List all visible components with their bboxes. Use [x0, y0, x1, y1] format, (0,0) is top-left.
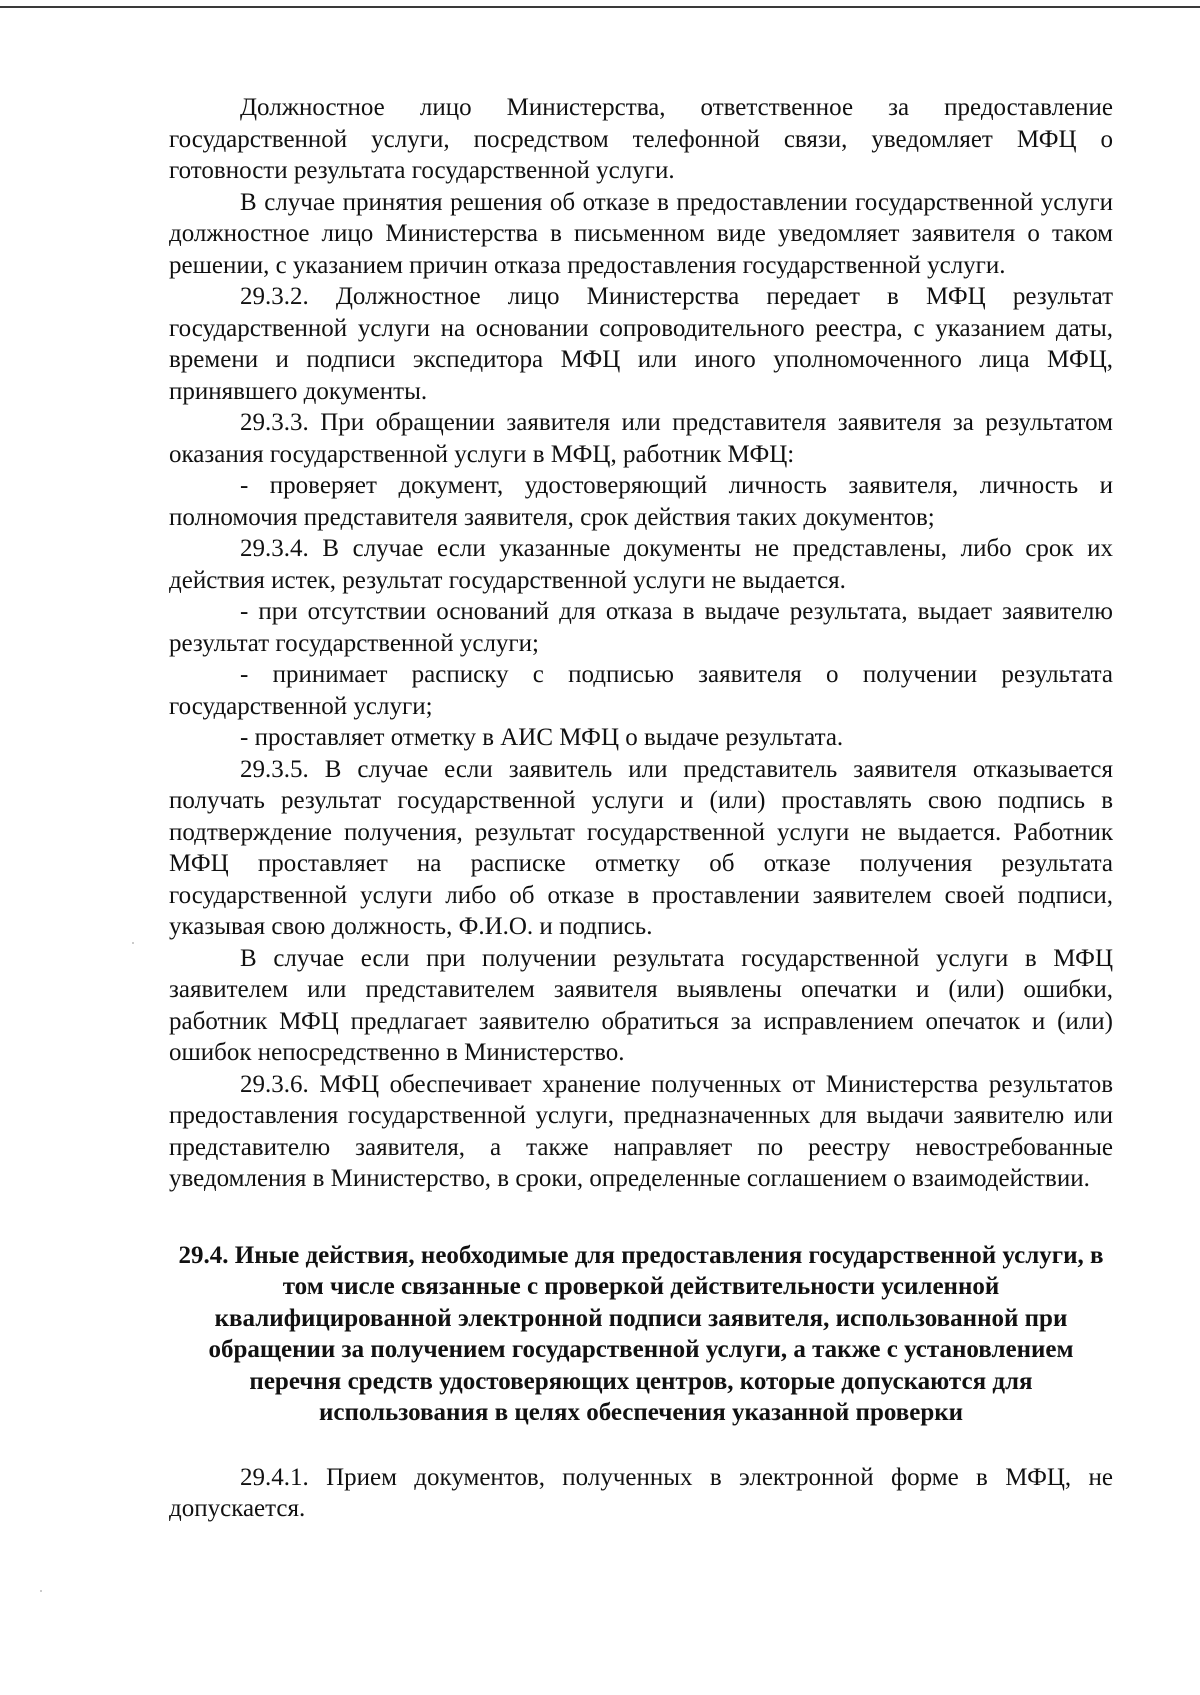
paragraph-29-3-6: 29.3.6. МФЦ обеспечивает хранение полученных от Министерства результатов предоставления государственной услуги, предназначенных для выдачи заявителю или представителю заявителя, а также направляет по реестру невостребованные уведомления в Министерство, в сроки, определенные соглашением о взаимодействии. [169, 1070, 1113, 1192]
list-item-ais-mark: - проставляет отметку в АИС МФЦ о выдаче результата. [240, 724, 844, 751]
document-body [169, 92, 1113, 1525]
list-item-receipt: - принимает расписку с подписью заявителя о получении результата государственной услуги; [169, 661, 1113, 720]
list-item-issue-result: - при отсутствии оснований для отказа в выдаче результата, выдает заявителю результат государственной услуги; [169, 598, 1113, 657]
top-border-line [0, 6, 1200, 8]
section-heading-29-4: 29.4. Иные действия, необходимые для предоставления государственной услуги, в том числе связанные с проверкой действительности усиленной квалифицированной электронной подписи заявителя, использованной при обращении за получением государственной услуги, а также с установлением перечня средств удостоверяющих центров, которые допускаются для использования в целях обеспечения указанной проверки [178, 1241, 1104, 1426]
paragraph-29-3-3: 29.3.3. При обращении заявителя или представителя заявителя за результатом оказания государственной услуги в МФЦ, работник МФЦ: [169, 409, 1113, 468]
paragraph-refusal-notice: В случае принятия решения об отказе в предоставлении государственной услуги должностное лицо Министерства в письменном виде уведомляет заявителя о таком решении, с указанием причин отказа предоставления государственной услуги. [169, 188, 1113, 279]
scan-speck [40, 1590, 42, 1592]
paragraph-29-3-5: 29.3.5. В случае если заявитель или представитель заявителя отказывается получать результат государственной услуги и (или) проставлять свою подпись в подтверждение получения, результат государственной услуги не выдается. Работник МФЦ проставляет на расписке отметку об отказе получения результата государственной услуги либо об отказе в проставлении заявителем своей подписи, указывая свою должность, Ф.И.О. и подпись. [169, 755, 1113, 940]
scan-speck [132, 942, 134, 944]
paragraph-typos: В случае если при получении результата государственной услуги в МФЦ заявителем или представителем заявителя выявлены опечатки и (или) ошибки, работник МФЦ предлагает заявителю обратиться за исправлением опечаток и (или) ошибок непосредственно в Министерство. [169, 944, 1113, 1066]
paragraph-29-4-1: 29.4.1. Прием документов, полученных в электронной форме в МФЦ, не допускается. [169, 1463, 1113, 1522]
list-item-check-document: - проверяет документ, удостоверяющий личность заявителя, личность и полномочия представителя заявителя, срок действия таких документов; [169, 472, 1113, 531]
paragraph-29-3-4: 29.3.4. В случае если указанные документы не представлены, либо срок их действия истек, результат государственной услуги не выдается. [169, 535, 1113, 594]
paragraph-notification: Должностное лицо Министерства, ответственное за предоставление государственной услуги, посредством телефонной связи, уведомляет МФЦ о готовности результата государственной услуги. [169, 94, 1113, 184]
paragraph-29-3-2: 29.3.2. Должностное лицо Министерства передает в МФЦ результат государственной услуги на основании сопроводительного реестра, с указанием даты, времени и подписи экспедитора МФЦ или иного уполномоченного лица МФЦ, принявшего документы. [169, 283, 1113, 405]
